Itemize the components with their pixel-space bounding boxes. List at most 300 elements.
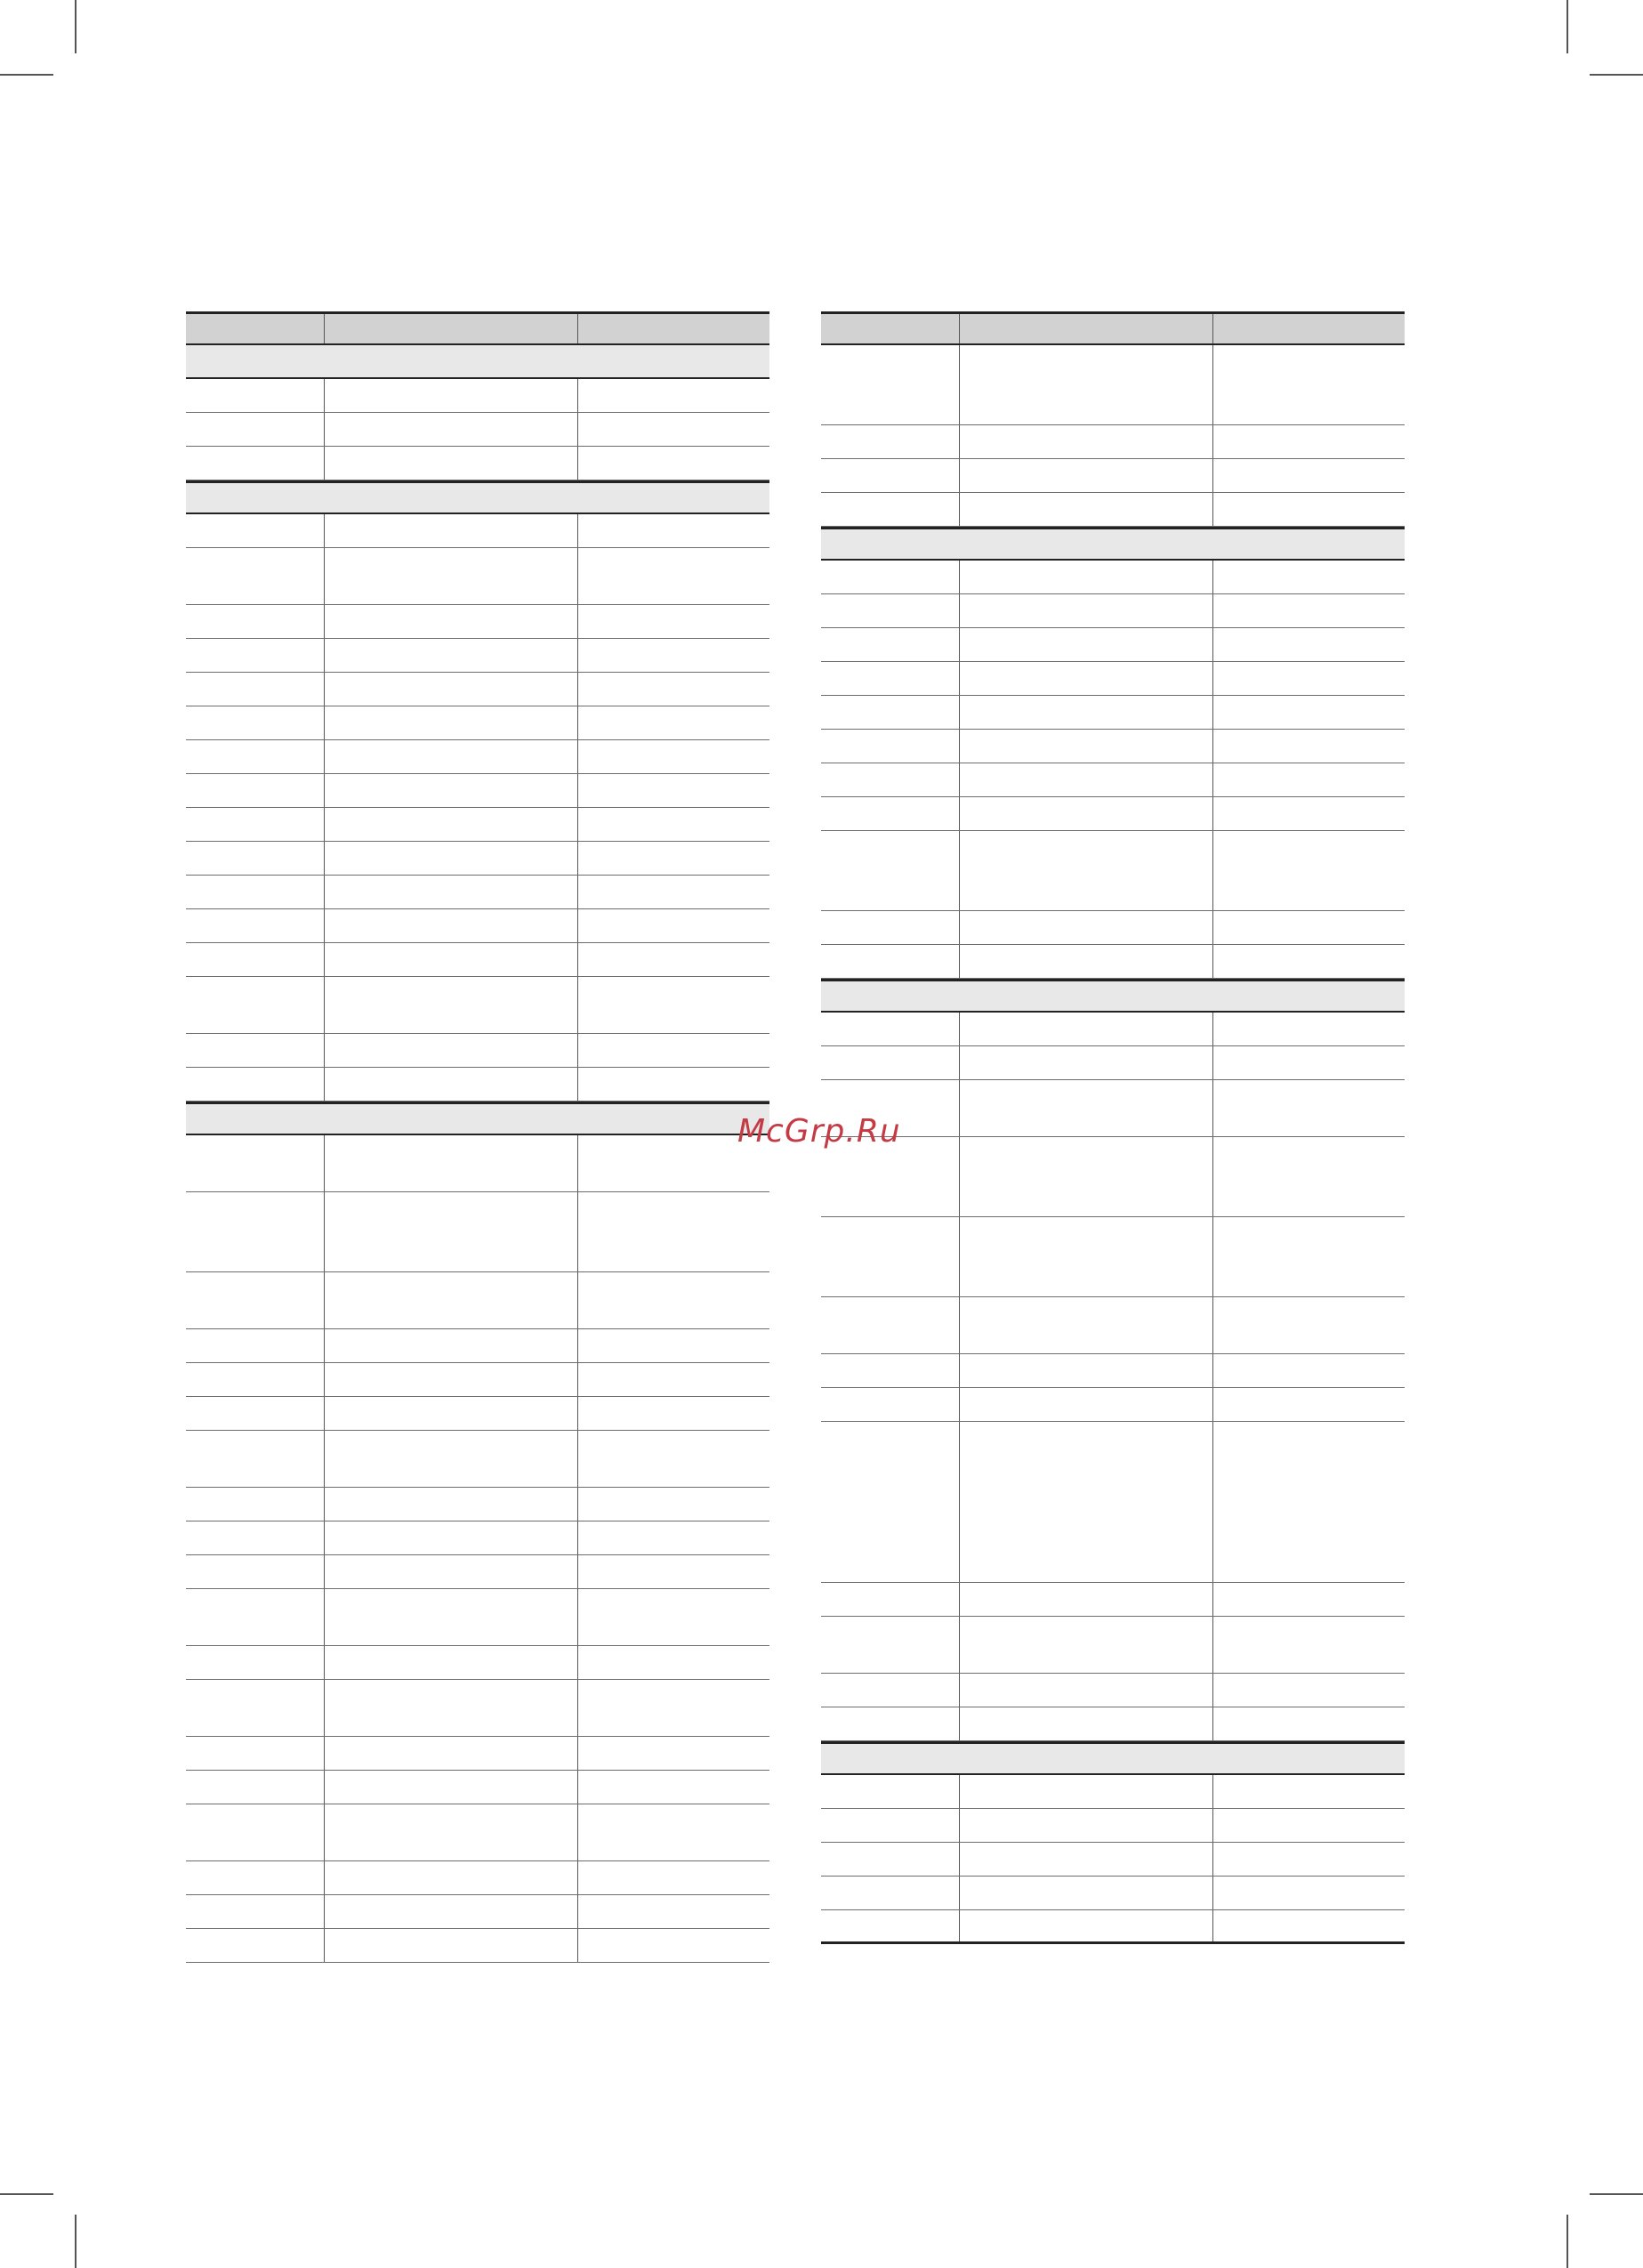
table-cell xyxy=(578,706,769,739)
table-cell xyxy=(821,730,960,763)
table-cell xyxy=(821,1217,960,1296)
table-row xyxy=(821,662,1405,696)
table-row xyxy=(821,730,1405,763)
crop-mark-top-left-horizontal xyxy=(0,74,53,76)
table-cell xyxy=(1213,1583,1405,1616)
table-cell xyxy=(1213,1354,1405,1387)
crop-mark-bottom-left-horizontal xyxy=(0,2193,53,2195)
table-cell xyxy=(821,662,960,695)
table-cell xyxy=(821,345,960,424)
table-cell xyxy=(186,977,325,1033)
table-cell xyxy=(1213,1910,1405,1941)
table-row xyxy=(186,1329,769,1363)
table-row xyxy=(186,1929,769,1963)
table-cell xyxy=(325,1397,578,1430)
table-row xyxy=(821,1617,1405,1674)
table-cell xyxy=(1213,628,1405,661)
table-cell xyxy=(821,1809,960,1842)
table-cell xyxy=(821,1583,960,1616)
table-cell xyxy=(186,314,325,343)
section-header-row xyxy=(821,979,1405,1013)
table-cell xyxy=(960,1013,1213,1045)
table-cell xyxy=(325,909,578,942)
table-cell xyxy=(1213,1674,1405,1707)
table-cell xyxy=(1213,696,1405,729)
table-cell xyxy=(186,1771,325,1804)
table-cell xyxy=(325,1771,578,1804)
table-cell xyxy=(821,1775,960,1808)
table-row xyxy=(821,945,1405,979)
table-row xyxy=(186,1861,769,1895)
table-cell xyxy=(325,1646,578,1679)
table-row xyxy=(186,1192,769,1272)
table-row xyxy=(821,797,1405,831)
table-cell xyxy=(325,774,578,807)
table-row xyxy=(186,1804,769,1861)
table-row xyxy=(186,1737,769,1771)
table-cell xyxy=(960,1775,1213,1808)
table-row xyxy=(186,1034,769,1068)
table-cell xyxy=(325,1192,578,1271)
table-cell xyxy=(578,1737,769,1770)
table-cell xyxy=(821,1388,960,1421)
table-cell xyxy=(821,1910,960,1941)
table-cell xyxy=(325,740,578,773)
table-cell xyxy=(960,696,1213,729)
table-cell xyxy=(578,1068,769,1101)
table-row xyxy=(821,1583,1405,1617)
table-row xyxy=(821,1388,1405,1422)
table-cell xyxy=(960,628,1213,661)
table-cell xyxy=(578,1329,769,1362)
crop-mark-top-right-horizontal xyxy=(1590,74,1643,76)
table-cell xyxy=(578,740,769,773)
table-row xyxy=(821,1080,1405,1137)
table-cell xyxy=(186,1397,325,1430)
table-cell xyxy=(1213,1217,1405,1296)
table-row xyxy=(186,1068,769,1102)
table-cell xyxy=(578,943,769,976)
table-row xyxy=(186,673,769,706)
table-cell xyxy=(1213,459,1405,492)
watermark-text: McGrp.Ru xyxy=(737,1113,901,1150)
table-row xyxy=(186,447,769,480)
table-cell xyxy=(186,1861,325,1894)
table-cell xyxy=(578,605,769,638)
table-row xyxy=(821,1707,1405,1741)
table-cell xyxy=(960,1707,1213,1740)
table-cell xyxy=(1213,763,1405,796)
table-row xyxy=(821,1422,1405,1583)
table-cell xyxy=(578,1431,769,1487)
crop-mark-top-left-vertical xyxy=(75,0,77,53)
table-row xyxy=(186,706,769,740)
table-cell xyxy=(1213,1013,1405,1045)
table-row xyxy=(186,876,769,909)
table-cell xyxy=(325,1555,578,1588)
table-cell xyxy=(960,1422,1213,1582)
table-cell xyxy=(960,1877,1213,1909)
table-cell xyxy=(186,514,325,547)
table-cell xyxy=(1213,594,1405,627)
table-cell xyxy=(578,1895,769,1928)
table-row xyxy=(821,911,1405,945)
section-title xyxy=(821,981,828,1011)
table-cell xyxy=(578,1192,769,1271)
table-cell xyxy=(1213,1809,1405,1842)
table-cell xyxy=(960,1137,1213,1216)
table-row xyxy=(186,1771,769,1804)
table-row xyxy=(186,1589,769,1646)
table-cell xyxy=(960,1674,1213,1707)
table-cell xyxy=(578,447,769,480)
table-cell xyxy=(186,1555,325,1588)
table-cell xyxy=(186,808,325,841)
table-cell xyxy=(578,314,769,343)
table-cell xyxy=(325,1589,578,1645)
table-cell xyxy=(821,561,960,593)
table-row xyxy=(186,1895,769,1929)
table-cell xyxy=(960,662,1213,695)
table-row xyxy=(186,1431,769,1488)
table-cell xyxy=(186,706,325,739)
table-cell xyxy=(1213,314,1405,343)
table-cell xyxy=(821,1707,960,1740)
table-cell xyxy=(578,808,769,841)
table-row xyxy=(186,1397,769,1431)
table-cell xyxy=(186,1895,325,1928)
table-row xyxy=(821,1217,1405,1297)
table-row xyxy=(821,425,1405,459)
section-header-row xyxy=(186,345,769,379)
table-cell xyxy=(186,1329,325,1362)
table-cell xyxy=(1213,345,1405,424)
table-row xyxy=(821,696,1405,730)
table-cell xyxy=(578,548,769,604)
table-row xyxy=(821,493,1405,527)
table-cell xyxy=(821,1877,960,1909)
table-cell xyxy=(960,763,1213,796)
table-cell xyxy=(1213,831,1405,910)
table-cell xyxy=(186,1135,325,1191)
table-row xyxy=(821,594,1405,628)
table-cell xyxy=(325,639,578,672)
table-cell xyxy=(186,639,325,672)
table-cell xyxy=(960,1388,1213,1421)
table-cell xyxy=(325,413,578,446)
table-row xyxy=(821,1354,1405,1388)
table-cell xyxy=(821,1297,960,1353)
table-cell xyxy=(821,696,960,729)
table-row xyxy=(186,740,769,774)
table-row xyxy=(821,1877,1405,1910)
table-cell xyxy=(186,740,325,773)
table-cell xyxy=(186,1680,325,1736)
table-cell xyxy=(1213,425,1405,458)
table-cell xyxy=(960,1354,1213,1387)
table-row xyxy=(821,459,1405,493)
table-cell xyxy=(578,876,769,908)
table-cell xyxy=(821,314,960,343)
table-cell xyxy=(325,1521,578,1554)
table-cell xyxy=(325,1329,578,1362)
table-cell xyxy=(821,493,960,526)
table-cell xyxy=(578,1929,769,1962)
section-header-row xyxy=(186,480,769,514)
table-header-row xyxy=(821,311,1405,345)
table-row xyxy=(186,379,769,413)
table-cell xyxy=(821,1013,960,1045)
table-cell xyxy=(821,797,960,830)
table-cell xyxy=(186,1034,325,1067)
table-row xyxy=(821,1809,1405,1843)
table-row xyxy=(821,561,1405,594)
table-row xyxy=(821,1137,1405,1217)
table-row xyxy=(186,1680,769,1737)
table-cell xyxy=(960,1080,1213,1136)
table-row xyxy=(186,1488,769,1521)
table-cell xyxy=(1213,1707,1405,1740)
table-row xyxy=(186,1555,769,1589)
table-cell xyxy=(578,514,769,547)
crop-mark-bottom-right-vertical xyxy=(1566,2215,1568,2268)
table-row xyxy=(186,842,769,876)
table-row xyxy=(821,1674,1405,1707)
table-cell xyxy=(1213,561,1405,593)
table-cell xyxy=(821,628,960,661)
table-cell xyxy=(325,1135,578,1191)
table-cell xyxy=(578,1589,769,1645)
table-row xyxy=(186,1646,769,1680)
table-row xyxy=(821,345,1405,425)
table-row xyxy=(821,1013,1405,1046)
table-cell xyxy=(960,1617,1213,1673)
table-cell xyxy=(186,1068,325,1101)
section-title xyxy=(186,1104,193,1134)
table-cell xyxy=(821,1046,960,1079)
table-cell xyxy=(578,1861,769,1894)
right-spec-table xyxy=(821,311,1405,1944)
table-cell xyxy=(186,1488,325,1521)
table-cell xyxy=(325,514,578,547)
table-cell xyxy=(325,605,578,638)
table-cell xyxy=(578,842,769,875)
table-cell xyxy=(821,763,960,796)
table-row xyxy=(821,1046,1405,1080)
table-cell xyxy=(578,1363,769,1396)
table-cell xyxy=(186,876,325,908)
table-row xyxy=(186,977,769,1034)
section-title xyxy=(821,1744,828,1773)
table-cell xyxy=(960,425,1213,458)
table-cell xyxy=(325,1861,578,1894)
table-cell xyxy=(960,945,1213,978)
table-cell xyxy=(1213,1297,1405,1353)
table-cell xyxy=(325,1363,578,1396)
table-row xyxy=(821,1843,1405,1877)
table-cell xyxy=(821,831,960,910)
table-cell xyxy=(186,842,325,875)
table-cell xyxy=(578,1680,769,1736)
table-row xyxy=(186,943,769,977)
table-cell xyxy=(578,1397,769,1430)
table-cell xyxy=(1213,1137,1405,1216)
table-header-row xyxy=(186,311,769,345)
crop-mark-top-right-vertical xyxy=(1566,0,1568,53)
table-cell xyxy=(960,1809,1213,1842)
table-cell xyxy=(325,1680,578,1736)
table-cell xyxy=(186,1804,325,1860)
table-row xyxy=(186,413,769,447)
table-cell xyxy=(578,639,769,672)
table-cell xyxy=(821,594,960,627)
table-row xyxy=(186,605,769,639)
table-cell xyxy=(578,1034,769,1067)
table-cell xyxy=(1213,1388,1405,1421)
table-cell xyxy=(960,831,1213,910)
table-cell xyxy=(960,1046,1213,1079)
table-cell xyxy=(325,977,578,1033)
table-row xyxy=(186,639,769,673)
table-cell xyxy=(578,1555,769,1588)
table-cell xyxy=(1213,1877,1405,1909)
section-header-row xyxy=(186,1102,769,1135)
table-cell xyxy=(960,911,1213,944)
table-row xyxy=(186,774,769,808)
table-cell xyxy=(325,1929,578,1962)
table-row xyxy=(186,1363,769,1397)
table-cell xyxy=(186,1521,325,1554)
table-cell xyxy=(186,1646,325,1679)
table-cell xyxy=(325,1272,578,1328)
table-cell xyxy=(821,1843,960,1876)
table-cell xyxy=(1213,662,1405,695)
table-cell xyxy=(960,797,1213,830)
table-row xyxy=(186,1272,769,1329)
table-cell xyxy=(186,413,325,446)
table-cell xyxy=(960,493,1213,526)
table-cell xyxy=(578,673,769,706)
table-row xyxy=(186,1521,769,1555)
table-cell xyxy=(960,1583,1213,1616)
table-cell xyxy=(578,1804,769,1860)
table-cell xyxy=(821,1422,960,1582)
table-row xyxy=(186,548,769,605)
section-title xyxy=(186,483,193,513)
left-spec-table xyxy=(186,311,769,1963)
table-cell xyxy=(960,561,1213,593)
table-cell xyxy=(325,1431,578,1487)
table-cell xyxy=(186,605,325,638)
table-cell xyxy=(325,1068,578,1101)
table-cell xyxy=(821,1674,960,1707)
table-cell xyxy=(821,1354,960,1387)
table-cell xyxy=(578,977,769,1033)
table-cell xyxy=(325,673,578,706)
table-cell xyxy=(325,314,578,343)
table-cell xyxy=(1213,1843,1405,1876)
table-cell xyxy=(186,1192,325,1271)
table-cell xyxy=(325,1034,578,1067)
table-cell xyxy=(1213,1080,1405,1136)
table-cell xyxy=(821,945,960,978)
table-cell xyxy=(578,379,769,412)
table-cell xyxy=(1213,1046,1405,1079)
table-row xyxy=(186,514,769,548)
table-cell xyxy=(578,1771,769,1804)
table-cell xyxy=(325,1737,578,1770)
table-cell xyxy=(325,876,578,908)
table-row xyxy=(821,763,1405,797)
section-header-row xyxy=(821,527,1405,561)
section-title xyxy=(186,345,193,377)
table-cell xyxy=(821,1617,960,1673)
table-cell xyxy=(186,909,325,942)
table-cell xyxy=(186,1272,325,1328)
table-cell xyxy=(1213,730,1405,763)
table-row xyxy=(821,1775,1405,1809)
table-cell xyxy=(960,1297,1213,1353)
table-cell xyxy=(1213,1617,1405,1673)
table-cell xyxy=(960,459,1213,492)
table-cell xyxy=(578,909,769,942)
table-row xyxy=(186,1135,769,1192)
table-cell xyxy=(325,1804,578,1860)
table-cell xyxy=(325,706,578,739)
table-cell xyxy=(1213,945,1405,978)
table-cell xyxy=(821,425,960,458)
table-cell xyxy=(821,911,960,944)
table-cell xyxy=(960,1217,1213,1296)
table-cell xyxy=(325,447,578,480)
table-cell xyxy=(578,1488,769,1521)
table-cell xyxy=(578,1521,769,1554)
table-cell xyxy=(325,379,578,412)
table-cell xyxy=(325,548,578,604)
table-cell xyxy=(1213,911,1405,944)
crop-mark-bottom-left-vertical xyxy=(75,2215,77,2268)
table-cell xyxy=(1213,1775,1405,1808)
table-cell xyxy=(578,774,769,807)
table-cell xyxy=(186,1589,325,1645)
table-cell xyxy=(960,345,1213,424)
table-cell xyxy=(186,1431,325,1487)
table-cell xyxy=(1213,797,1405,830)
table-cell xyxy=(186,774,325,807)
table-cell xyxy=(186,943,325,976)
table-row xyxy=(821,831,1405,911)
table-row xyxy=(821,1297,1405,1354)
table-cell xyxy=(186,548,325,604)
table-cell xyxy=(960,730,1213,763)
table-cell xyxy=(821,459,960,492)
table-cell xyxy=(960,314,1213,343)
table-cell xyxy=(186,447,325,480)
table-cell xyxy=(325,842,578,875)
table-cell xyxy=(960,1910,1213,1941)
table-cell xyxy=(186,1363,325,1396)
section-title xyxy=(821,529,828,559)
table-cell xyxy=(960,1843,1213,1876)
table-cell xyxy=(325,943,578,976)
table-cell xyxy=(578,1272,769,1328)
table-cell xyxy=(1213,493,1405,526)
table-cell xyxy=(325,1488,578,1521)
table-row xyxy=(186,808,769,842)
table-cell xyxy=(578,413,769,446)
table-cell xyxy=(325,808,578,841)
table-row xyxy=(821,1910,1405,1944)
